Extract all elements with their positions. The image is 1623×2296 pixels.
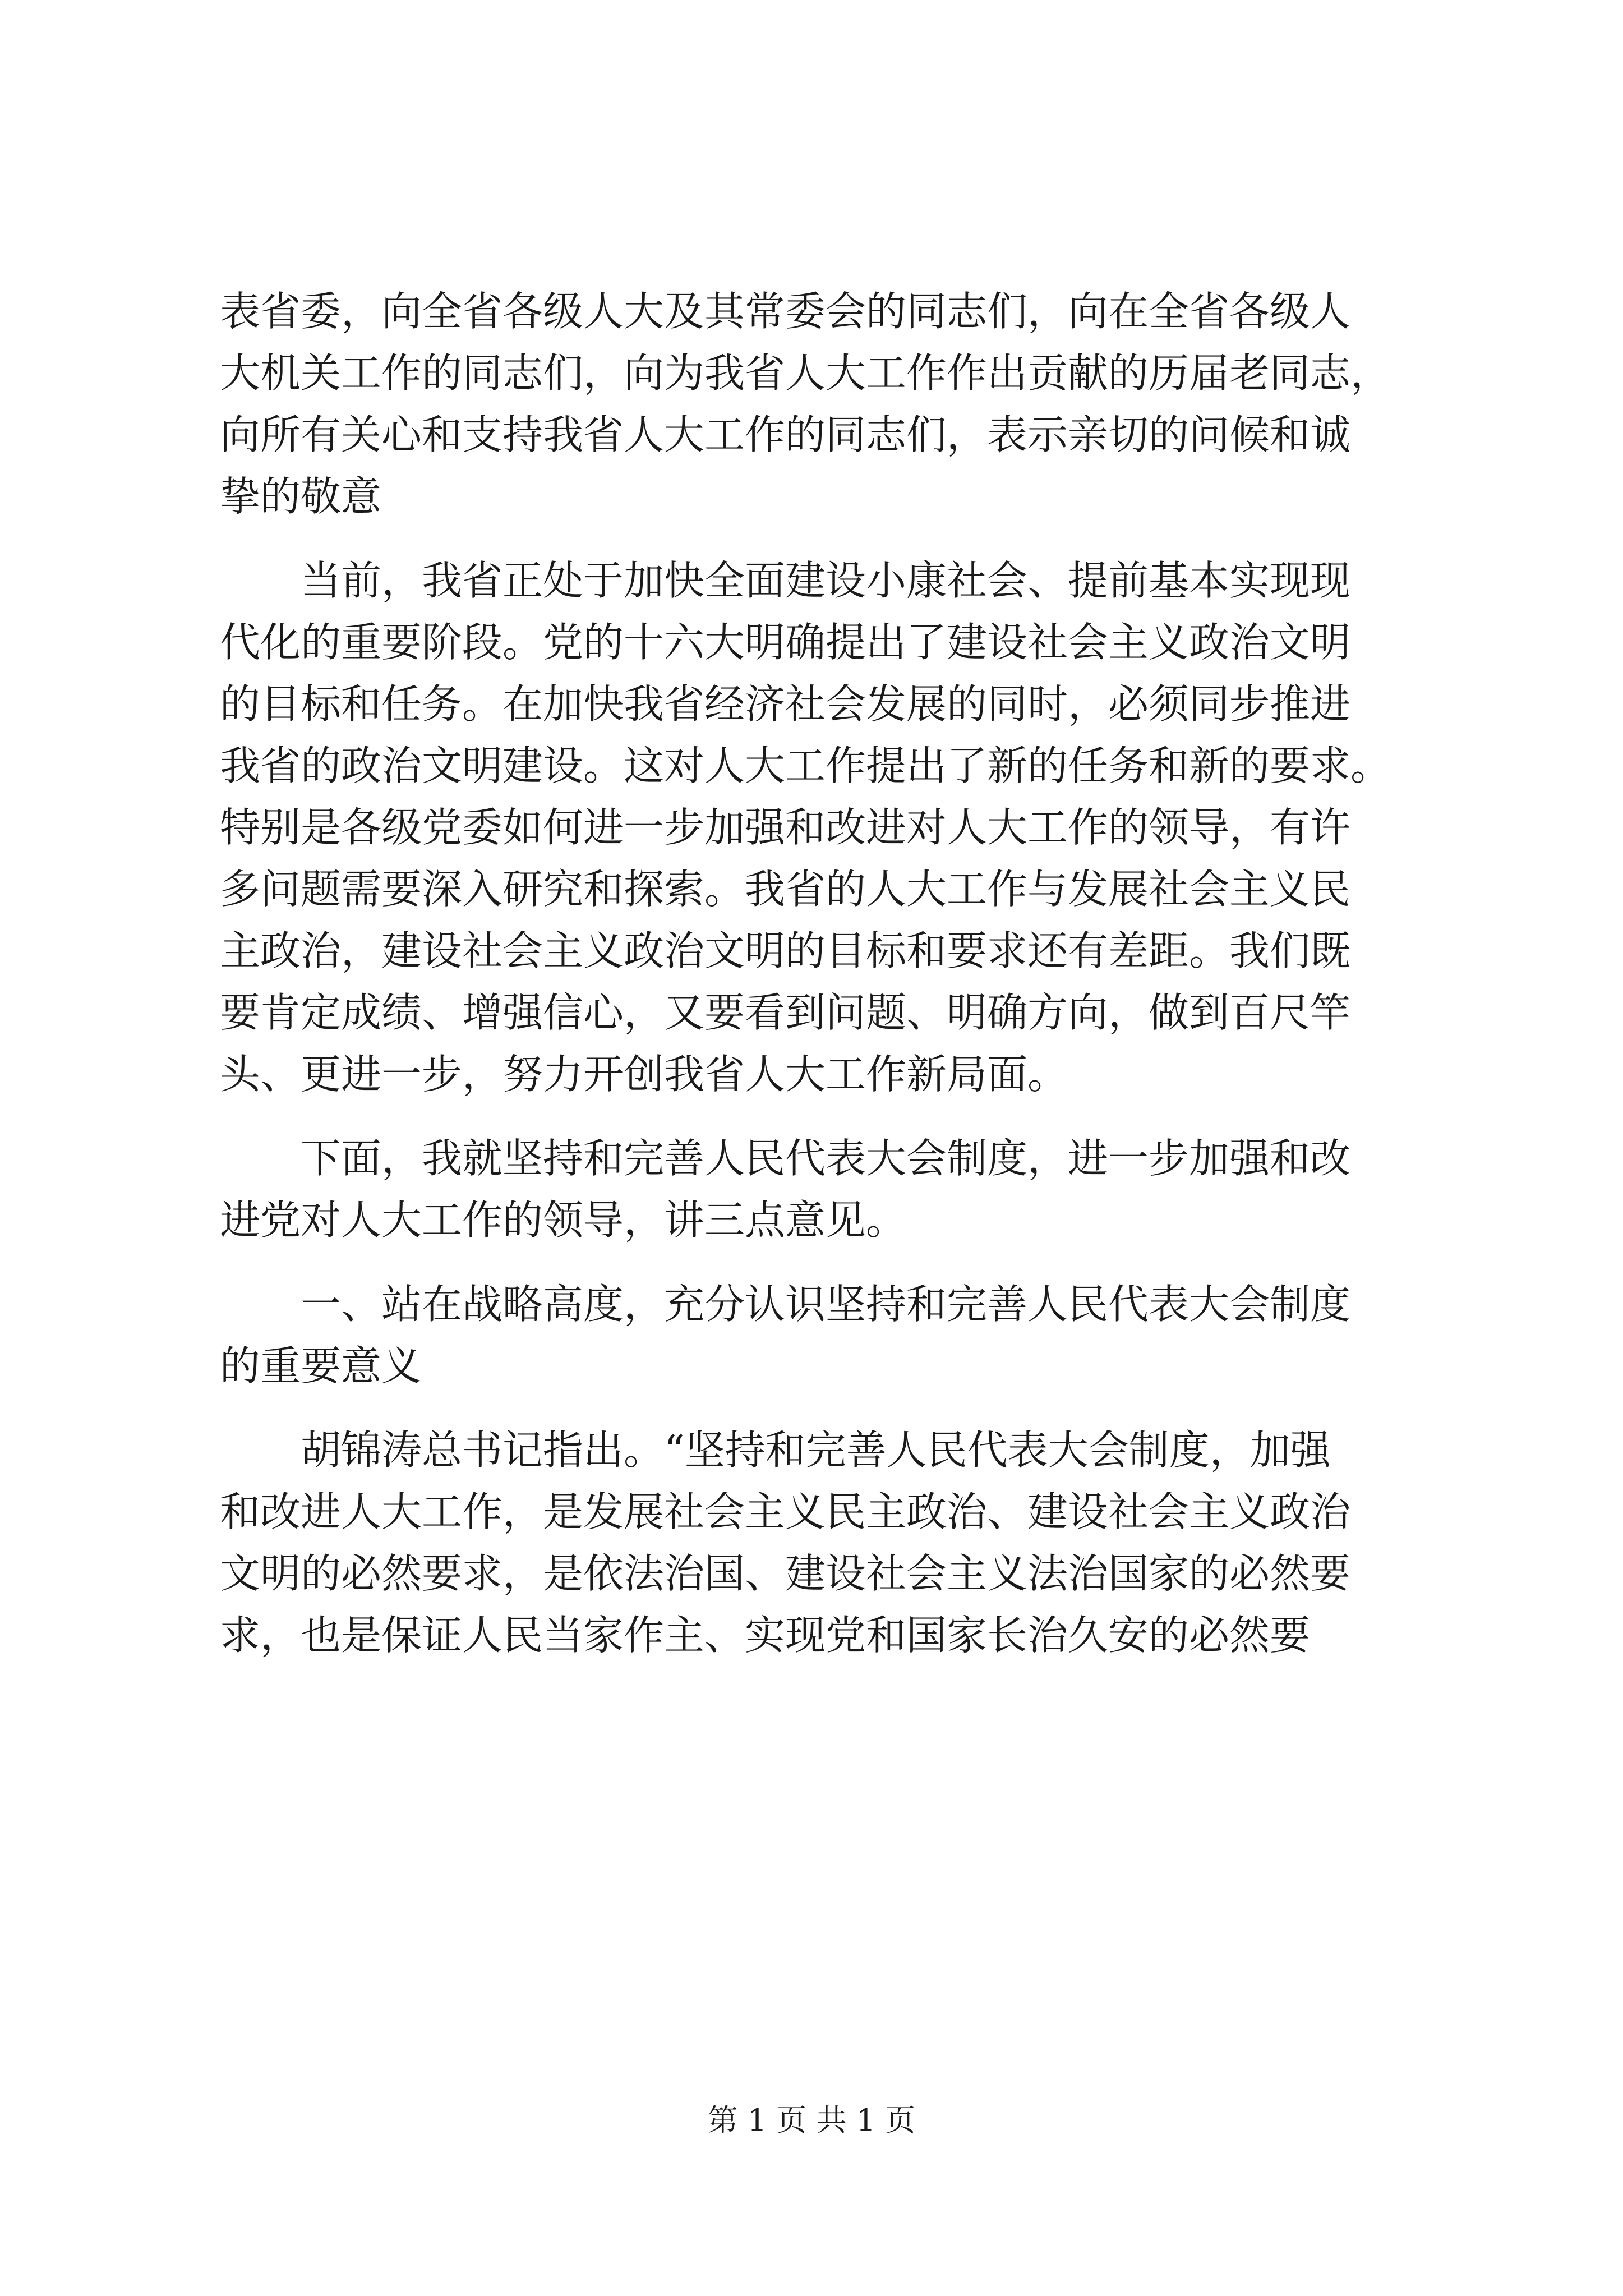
text-line: 向所有关心和支持我省人大工作的同志们，表示亲切的问候和诚 xyxy=(220,411,1351,458)
paragraph-first-line: 胡锦涛总书记指出。“坚持和完善人民代表大会制度，加强 xyxy=(301,1427,1331,1474)
text-line: 的目标和任务。在加快我省经济社会发展的同时，必须同步推进 xyxy=(220,680,1351,728)
page-footer: 第 1 页 共 1 页 xyxy=(707,2102,916,2138)
text-line: 我省的政治文明建设。这对人大工作提出了新的任务和新的要求。 xyxy=(220,742,1391,789)
text-line: 挚的敬意 xyxy=(220,473,382,520)
paragraph-first-line: 当前，我省正处于加快全面建设小康社会、提前基本实现现 xyxy=(301,557,1351,604)
text-line: 大机关工作的同志们，向为我省人大工作作出贡献的历届老同志， xyxy=(220,349,1391,397)
text-line: 表省委，向全省各级人大及其常委会的同志们，向在全省各级人 xyxy=(220,288,1351,335)
section-heading-continued: 的重要意义 xyxy=(220,1342,422,1389)
text-line: 和改进人大工作，是发展社会主义民主政治、建设社会主义政治 xyxy=(220,1488,1351,1535)
text-line: 要肯定成绩、增强信心，又要看到问题、明确方向，做到百尺竿 xyxy=(220,989,1351,1036)
text-line: 主政治，建设社会主义政治文明的目标和要求还有差距。我们既 xyxy=(220,927,1351,974)
paragraph-first-line: 下面，我就坚持和完善人民代表大会制度，进一步加强和改 xyxy=(301,1135,1351,1182)
text-line: 求，也是保证人民当家作主、实现党和国家长治久安的必然要 xyxy=(220,1612,1311,1659)
text-line: 进党对人大工作的领导，讲三点意见。 xyxy=(220,1197,907,1244)
text-line: 特别是各级党委如何进一步加强和改进对人大工作的领导，有许 xyxy=(220,804,1351,851)
text-line: 文明的必然要求，是依法治国、建设社会主义法治国家的必然要 xyxy=(220,1550,1351,1597)
text-line: 多问题需要深入研究和探索。我省的人大工作与发展社会主义民 xyxy=(220,866,1351,913)
section-heading: 一、站在战略高度，充分认识坚持和完善人民代表大会制度 xyxy=(301,1281,1351,1328)
text-line: 代化的重要阶段。党的十六大明确提出了建设社会主义政治文明 xyxy=(220,619,1351,666)
text-line: 头、更进一步，努力开创我省人大工作新局面。 xyxy=(220,1051,1068,1098)
